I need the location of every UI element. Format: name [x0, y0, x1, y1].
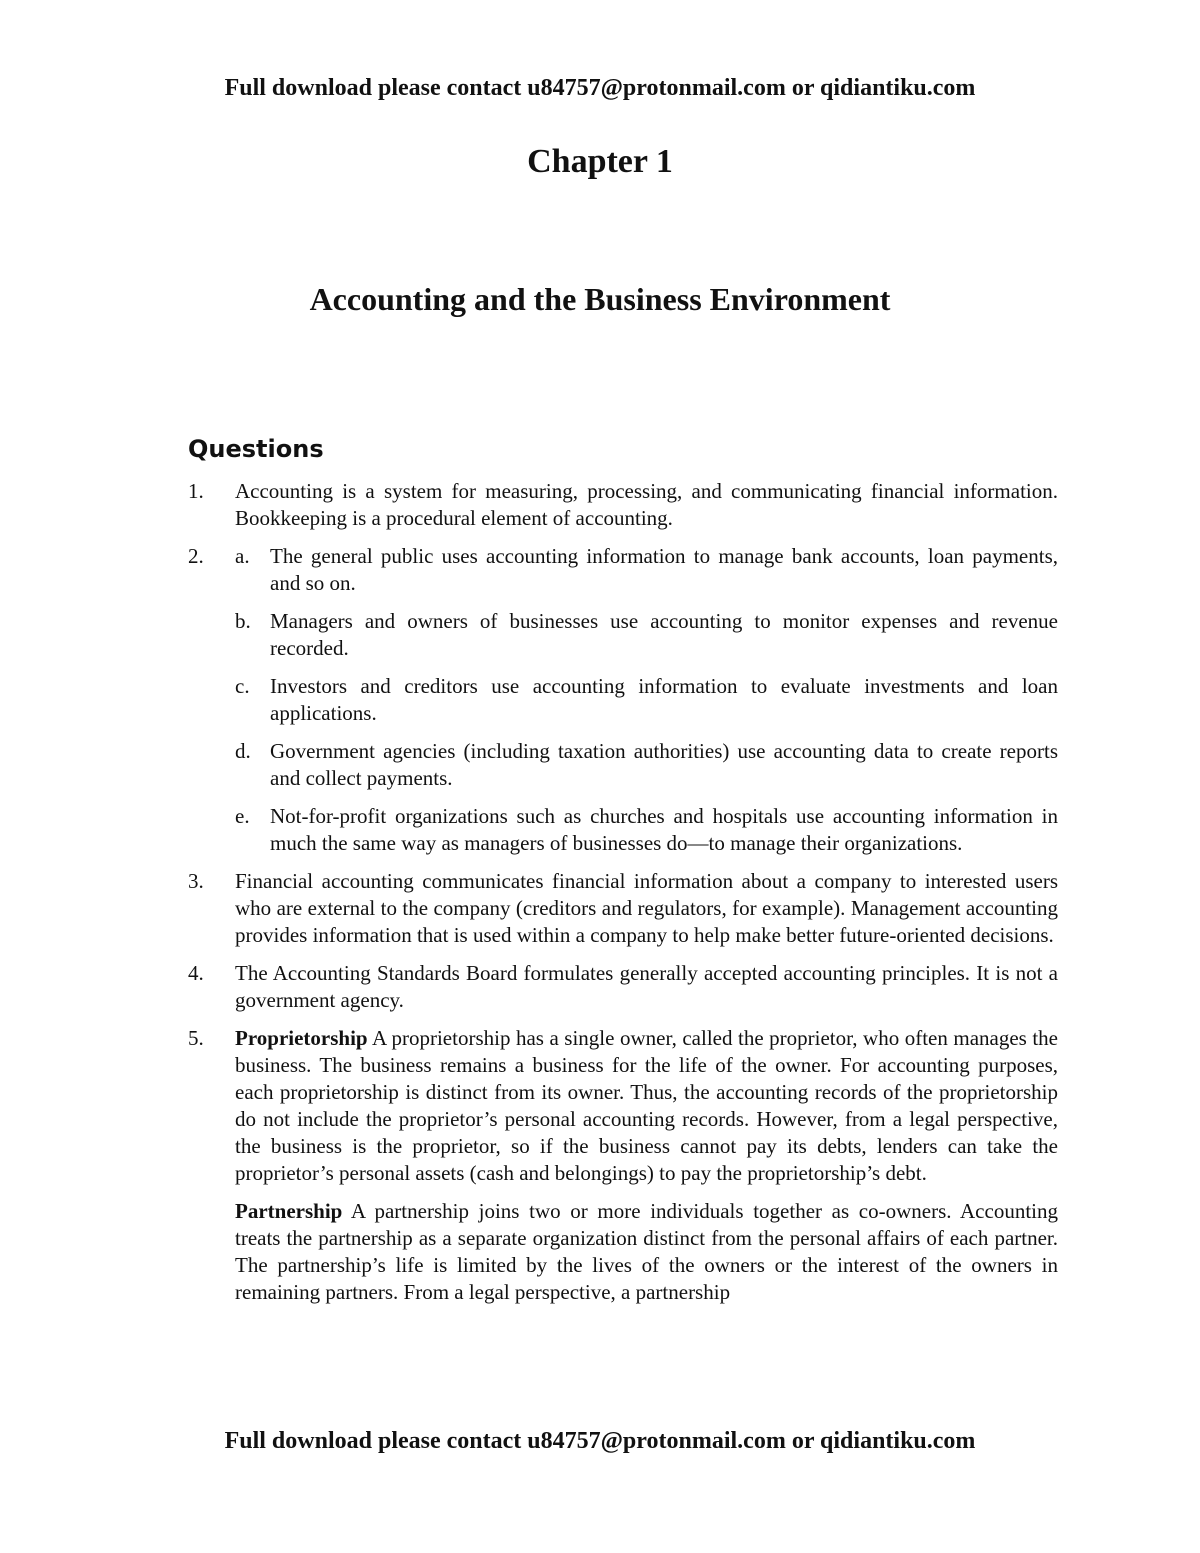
section-heading: Questions — [188, 435, 324, 463]
sub-text: The general public uses accounting information to manage bank accounts, loan payments, and so on. — [270, 544, 1058, 595]
question-text: The Accounting Standards Board formulates generally accepted accounting principles. It is not a government agency. — [235, 961, 1058, 1012]
sub-text: Not-for-profit organizations such as churches and hospitals use accounting information in much the same way as managers of businesses do—to manage their organizations. — [270, 804, 1058, 855]
sub-letter: b. — [235, 609, 251, 633]
question-text: Accounting is a system for measuring, processing, and communicating financial information. Bookkeeping is a procedural element of accounting. — [235, 479, 1058, 530]
question-5 — [188, 1025, 1058, 1306]
footer-banner: Full download please contact u84757@protonmail.com or qidiantiku.com — [224, 1428, 976, 1454]
sub-item-e — [235, 803, 1058, 857]
question-1 — [188, 478, 1058, 532]
sub-item-c — [235, 673, 1058, 727]
question-3 — [188, 868, 1058, 949]
partnership-text: A partnership joins two or more individuals together as co-owners. Accounting treats the partnership as a separate organization distinct from the personal affairs of each partner. The partnership’s life is limited by the lives of the owners or the interest of the owners in remaining partners. From a legal perspective, a partnership — [235, 1199, 1058, 1304]
sub-item-a — [235, 543, 1058, 597]
partnership-paragraph — [235, 1198, 1058, 1306]
sub-letter: e. — [235, 804, 250, 828]
proprietorship-paragraph — [235, 1025, 1058, 1187]
question-text: Financial accounting communicates financial information about a company to interested users who are external to the company (creditors and regulators, for example). Management accounting provides information that is used within a company to help make better future-oriented decisions. — [235, 869, 1058, 947]
question-2 — [188, 543, 1058, 857]
sub-letter: a. — [235, 544, 250, 568]
sub-text: Government agencies (including taxation authorities) use accounting data to create reports and collect payments. — [270, 739, 1058, 790]
sub-list — [235, 543, 1058, 857]
sub-letter: c. — [235, 674, 250, 698]
header-banner: Full download please contact u84757@protonmail.com or qidiantiku.com — [224, 75, 976, 101]
question-number: 5. — [188, 1026, 204, 1050]
partnership-term: Partnership — [235, 1199, 343, 1223]
question-4 — [188, 960, 1058, 1014]
question-number: 4. — [188, 961, 204, 985]
questions-list — [188, 478, 1058, 1317]
sub-text: Managers and owners of businesses use accounting to monitor expenses and revenue recorded. — [270, 609, 1058, 660]
question-number: 3. — [188, 869, 204, 893]
question-number: 2. — [188, 544, 204, 568]
proprietorship-text: A proprietorship has a single owner, called the proprietor, who often manages the business. The business remains a business for the life of the owner. For accounting purposes, each proprietorship is distinct from its owner. Thus, the accounting records of the proprietorship do not include the proprietor’s personal accounting records. However, from a legal perspective, the business is the proprietor, so if the business cannot pay its debts, lenders can take the proprietor’s personal assets (cash and belongings) to pay the proprietorship’s debt. — [235, 1026, 1059, 1185]
sub-item-d — [235, 738, 1058, 792]
question-number: 1. — [188, 479, 204, 503]
proprietorship-term: Proprietorship — [235, 1026, 368, 1050]
chapter-label: Chapter 1 — [527, 143, 673, 180]
sub-letter: d. — [235, 739, 251, 763]
sub-item-b — [235, 608, 1058, 662]
question-content — [235, 1025, 1058, 1306]
chapter-title: Accounting and the Business Environment — [309, 281, 891, 317]
sub-text: Investors and creditors use accounting information to evaluate investments and loan applications. — [270, 674, 1058, 725]
